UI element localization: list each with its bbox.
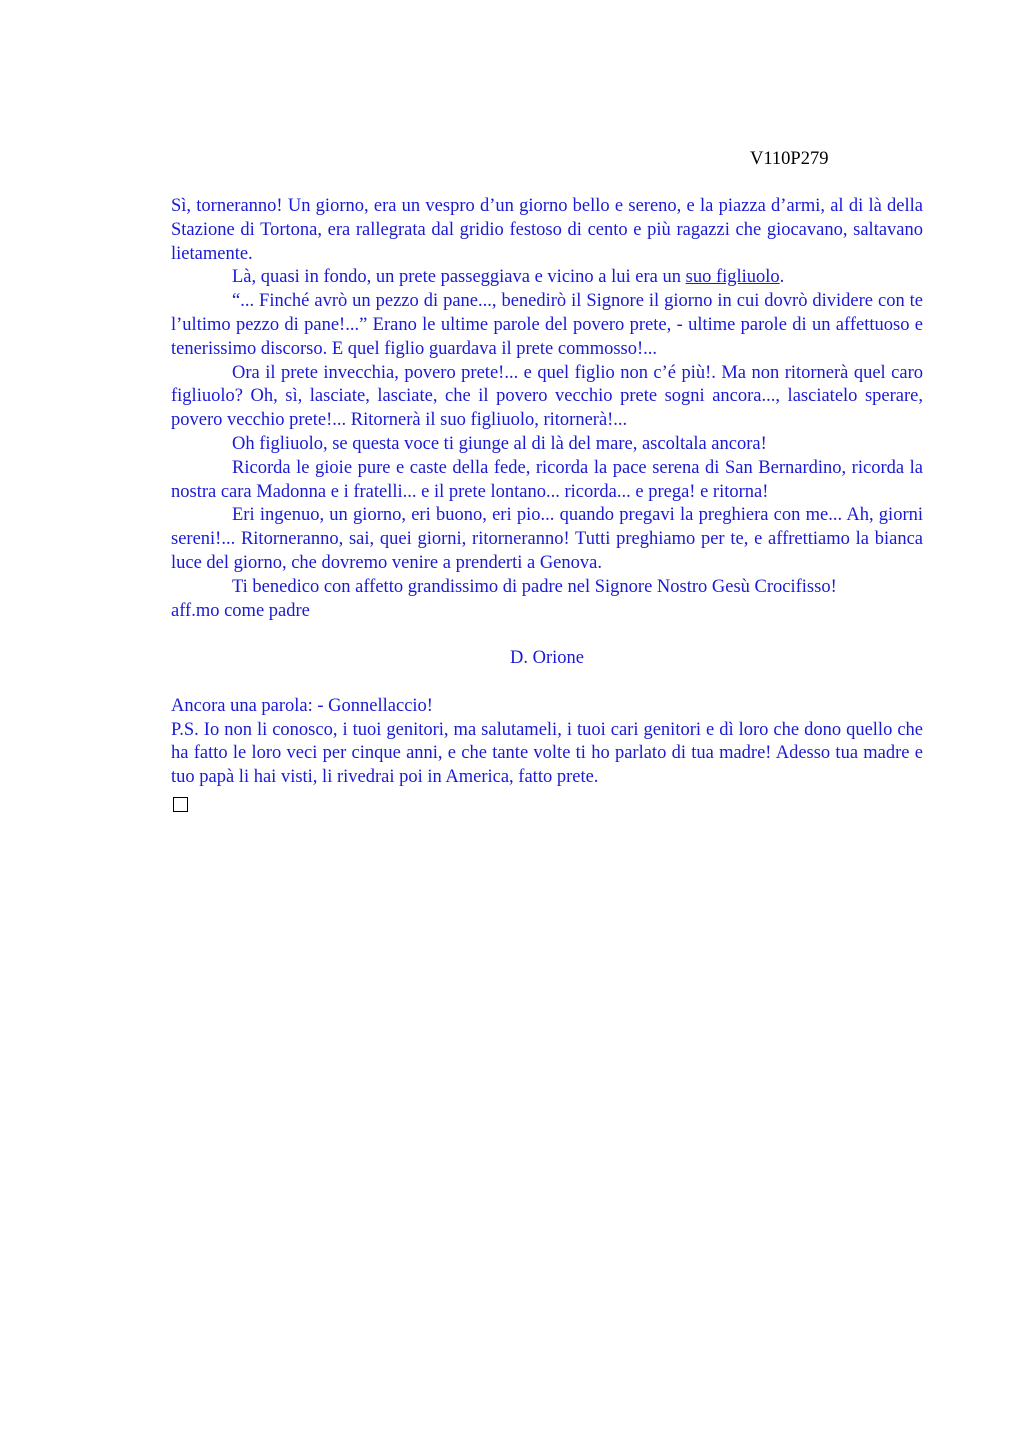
paragraph-7: Eri ingenuo, un giorno, eri buono, eri pio... quando pregavi la preghiera con me... Ah, giorni sereni!... Ritorneranno, sai, quei giorni, ritorneranno! Tutti preghiamo per te, e affrettiamo la bianca luce del giorno, che dovremo venire a prenderti a Genova. [171, 505, 923, 573]
paragraph-2 [171, 266, 923, 290]
blank-line [171, 671, 923, 695]
underlined-phrase: suo figliuolo [685, 267, 780, 288]
paragraph-2-end: . [779, 267, 785, 288]
closing-line: aff.mo come padre [171, 600, 310, 621]
blank-line [171, 623, 923, 647]
paragraph-2-start: Là, quasi in fondo, un prete passeggiava e vicino a lui era un [232, 267, 686, 288]
paragraph-3: “... Finché avrò un pezzo di pane..., benedirò il Signore il giorno in cui dovrò dividere con te l’ultimo pezzo di pane!...” Erano le ultime parole del povero prete, - ultime parole di un affettuoso e tenerissimo discorso. E quel figlio guardava il prete commosso!... [171, 291, 923, 359]
paragraph-1: Sì, torneranno! Un giorno, era un vespro d’un giorno bello e sereno, e la piazza d’armi, al di là della Stazione di Tortona, era rallegrata dal gridio festoso di cento e più ragazzi che giocavano, saltavano lietamente. [171, 196, 923, 264]
letter-body [171, 195, 923, 820]
reference-code: V110P279 [750, 149, 829, 169]
postscript-paragraph: P.S. Io non li conosco, i tuoi genitori, ma salutameli, i tuoi cari genitori e dì loro che dono quello che ha fatto le loro veci per cinque anni, e che tante volte ti ho parlato di tua madre! Adesso tua madre e tuo papà li hai visti, li rivedrai poi in America, fatto prete. [171, 719, 923, 788]
paragraph-6: Ricorda le gioie pure e caste della fede, ricorda la pace serena di San Bernardino, ricorda la nostra cara Madonna e i fratelli... e il prete lontano... ricorda... e prega! e ritorna! [171, 457, 923, 502]
postscript-line-1: Ancora una parola: - Gonnellaccio! [171, 695, 433, 716]
signature: D. Orione [510, 648, 584, 669]
end-marker [171, 790, 923, 820]
paragraph-8: Ti benedico con affetto grandissimo di padre nel Signore Nostro Gesù Crocifisso! [232, 576, 837, 597]
paragraph-4: Ora il prete invecchia, povero prete!... e quel figlio non c’é più!. Ma non ritornerà quel caro figliuolo? Oh, sì, lasciate, lasciate, che il povero vecchio prete sogni ancora..., lasciatelo sperare, povero vecchio prete!... Ritornerà il suo figliuolo, ritornerà!... [171, 362, 923, 431]
empty-square-icon [173, 797, 188, 812]
paragraph-5: Oh figliuolo, se questa voce ti giunge al di là del mare, ascoltala ancora! [232, 433, 767, 454]
